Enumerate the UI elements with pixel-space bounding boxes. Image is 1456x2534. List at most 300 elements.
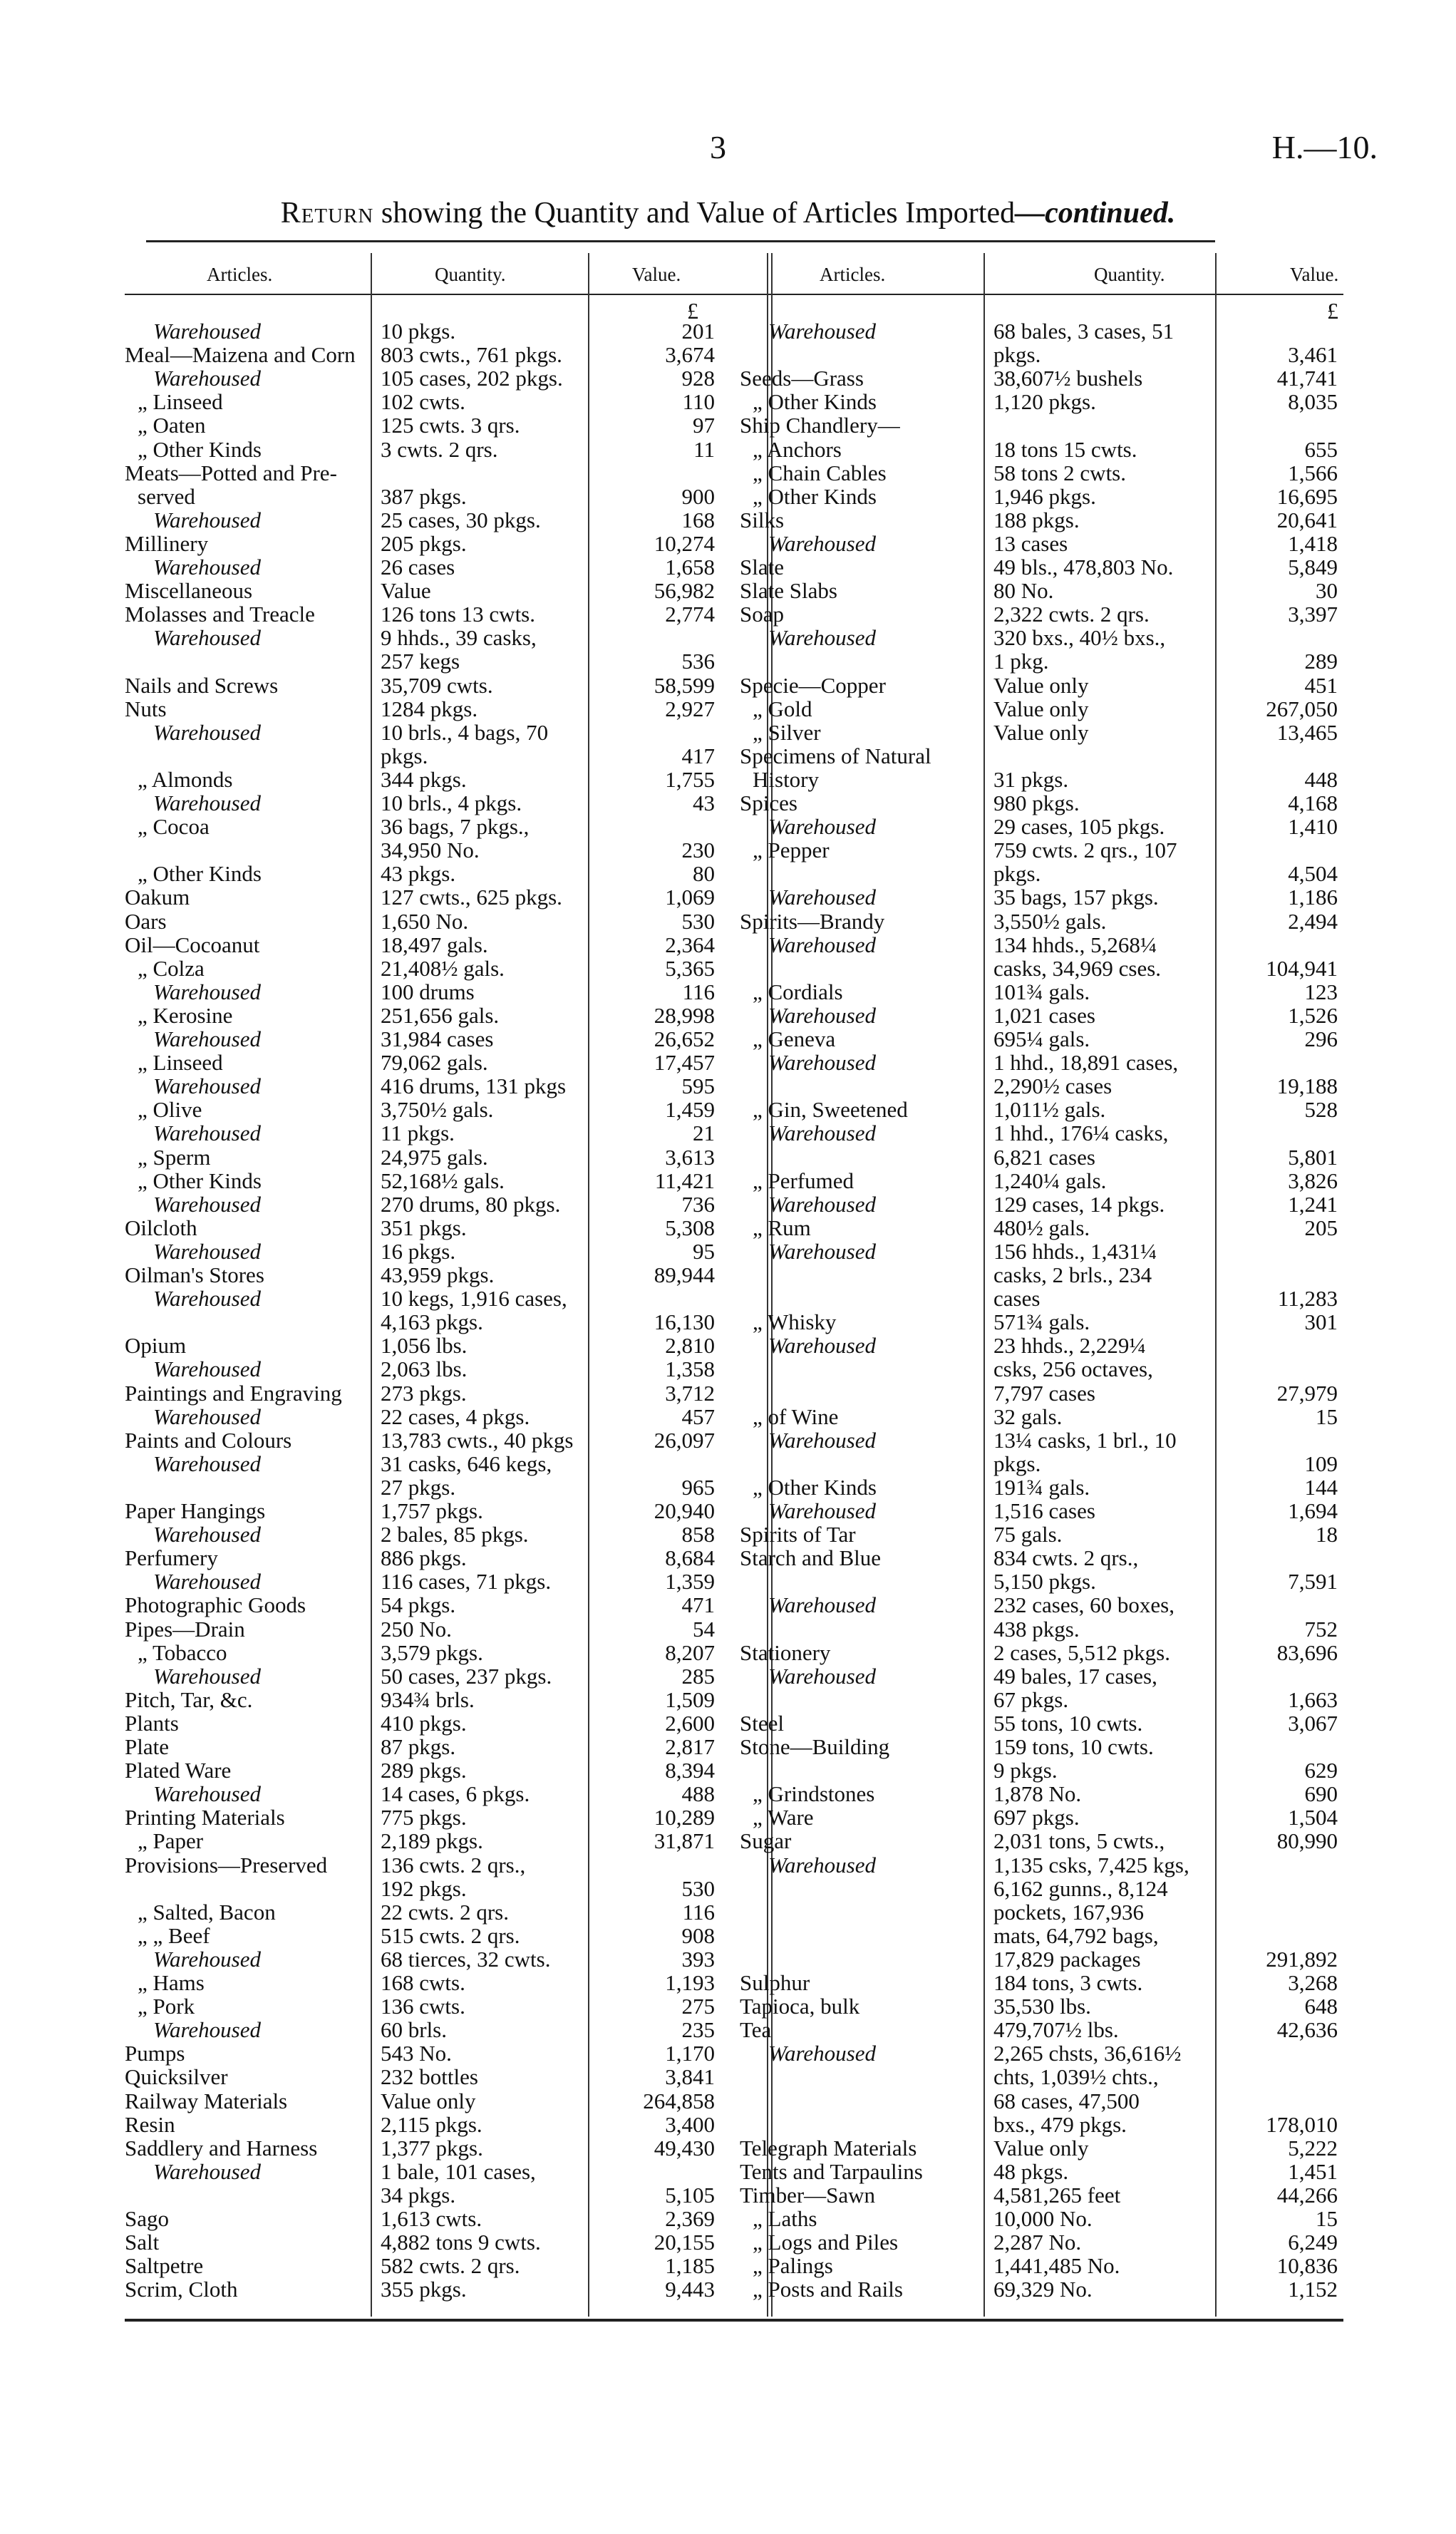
value-cell: 1,359 [665, 1569, 715, 1595]
quantity-cell: 251,656 gals. [381, 1002, 500, 1028]
quantity-cell: 156 hhds., 1,431¼ [993, 1238, 1157, 1264]
value-cell: 21 [693, 1121, 715, 1146]
article-cell: Nails and Screws [125, 672, 279, 698]
article-cell: Warehoused [768, 1663, 876, 1689]
article-cell: Resin [125, 2111, 175, 2137]
value-cell: 17,457 [654, 1050, 715, 1076]
article-cell: „ Gold [753, 696, 812, 721]
article-cell: Warehoused [153, 2158, 261, 2184]
article-cell: Soap [740, 602, 784, 627]
article-cell: Perfumery [125, 1545, 218, 1571]
quantity-cell: Value only [381, 2088, 476, 2113]
value-cell: 900 [681, 483, 715, 509]
quantity-cell: 4,581,265 feet [993, 2182, 1121, 2208]
value-cell: 1,170 [665, 2041, 715, 2066]
value-cell: 2,817 [665, 1734, 715, 1759]
quantity-cell: Value only [993, 696, 1089, 721]
header-articles-left: Articles. [207, 264, 273, 285]
quantity-cell: 136 cwts. [381, 1994, 465, 2019]
quantity-cell: 1 hhd., 176¼ casks, [993, 1121, 1169, 1146]
value-cell: 7,591 [1288, 1569, 1338, 1595]
title-text: showing the Quantity and Value of Articles Imported [373, 197, 1016, 230]
quantity-cell: 543 No. [381, 2041, 452, 2066]
value-cell: 2,927 [665, 696, 715, 721]
article-cell: Tapioca, bulk [740, 1994, 860, 2019]
article-cell: Sago [125, 2206, 169, 2231]
article-cell: „ Chain Cables [753, 460, 887, 485]
value-cell: 736 [681, 1191, 715, 1217]
value-cell: 4,168 [1288, 790, 1338, 815]
article-cell: Warehoused [768, 625, 876, 651]
value-cell: 296 [1304, 1026, 1338, 1051]
quantity-cell: 759 cwts. 2 qrs., 107 [993, 838, 1177, 863]
value-cell: 1,694 [1288, 1498, 1338, 1523]
value-cell: 3,826 [1288, 1168, 1338, 1193]
quantity-cell: 1,135 csks, 7,425 kgs, [993, 1852, 1189, 1878]
article-cell: Salt [125, 2230, 160, 2255]
quantity-cell: casks, 2 brls., 234 [993, 1262, 1152, 1287]
value-cell: 471 [681, 1592, 715, 1618]
quantity-cell: 116 cases, 71 pkgs. [381, 1569, 552, 1595]
quantity-cell: 159 tons, 10 cwts. [993, 1734, 1154, 1759]
quantity-cell: 13,783 cwts., 40 pkgs [381, 1427, 574, 1453]
value-cell: 30 [1316, 578, 1338, 604]
value-cell: 1,566 [1288, 460, 1338, 485]
article-cell: „ Palings [753, 2253, 833, 2279]
quantity-cell: 87 pkgs. [381, 1734, 456, 1759]
value-cell: 27,979 [1276, 1380, 1338, 1406]
value-cell: 1,152 [1288, 2277, 1338, 2302]
quantity-cell: 2,322 cwts. 2 qrs. [993, 602, 1150, 627]
quantity-cell: 1,011½ gals. [993, 1097, 1106, 1123]
quantity-cell: 1 pkg. [993, 649, 1049, 674]
quantity-cell: 344 pkgs. [381, 766, 467, 792]
quantity-cell: 1,650 No. [381, 908, 469, 934]
value-cell: 58,599 [654, 672, 715, 698]
value-cell: 205 [1304, 1215, 1338, 1240]
article-cell: „ Oaten [138, 413, 206, 438]
quantity-cell: 50 cases, 237 pkgs. [381, 1663, 552, 1689]
quantity-cell: 232 cases, 60 boxes, [993, 1592, 1174, 1618]
article-cell: Warehoused [768, 1498, 876, 1523]
value-cell: 3,067 [1288, 1710, 1338, 1736]
value-cell: 95 [693, 1238, 715, 1264]
article-cell: Warehoused [153, 1191, 261, 1217]
quantity-cell: 31 pkgs. [993, 766, 1069, 792]
header-articles-right: Articles. [820, 264, 886, 285]
quantity-cell: 2,290½ cases [993, 1073, 1112, 1099]
article-cell: Meal—Maizena and Corn [125, 342, 356, 368]
quantity-cell: pkgs. [993, 1451, 1041, 1476]
quantity-cell: 188 pkgs. [993, 507, 1080, 532]
quantity-cell: 1,613 cwts. [381, 2206, 482, 2231]
quantity-cell: 1,021 cases [993, 1002, 1095, 1028]
value-cell: 1,186 [1288, 885, 1338, 910]
quantity-cell: 1,120 pkgs. [993, 389, 1096, 415]
article-cell: Warehoused [153, 555, 261, 580]
value-cell: 19,188 [1276, 1073, 1338, 1099]
article-cell: Millinery [125, 530, 209, 556]
quantity-cell: 79,062 gals. [381, 1050, 488, 1076]
quantity-cell: 3,750½ gals. [381, 1097, 494, 1123]
article-cell: „ Other Kinds [753, 483, 877, 509]
article-cell: Warehoused [768, 1427, 876, 1453]
value-cell: 530 [681, 908, 715, 934]
currency-right: £ [1327, 298, 1338, 324]
article-cell: „ Tobacco [138, 1639, 227, 1665]
bottom-rule [125, 2319, 1343, 2322]
quantity-cell: 10 pkgs. [381, 319, 456, 344]
value-cell: 965 [681, 1474, 715, 1500]
quantity-cell: 126 tons 13 cwts. [381, 602, 535, 627]
value-cell: 417 [681, 743, 715, 768]
value-cell: 5,105 [665, 2182, 715, 2208]
value-cell: 291,892 [1266, 1946, 1338, 1972]
article-cell: Warehoused [153, 1356, 261, 1382]
article-cell: Warehoused [768, 885, 876, 910]
quantity-cell: 2,189 pkgs. [381, 1828, 483, 1854]
value-cell: 18 [1316, 1522, 1338, 1547]
value-cell: 201 [681, 319, 715, 344]
quantity-cell: 1,516 cases [993, 1498, 1095, 1523]
article-cell: „ Other Kinds [138, 436, 262, 462]
value-cell: 3,841 [665, 2064, 715, 2090]
value-cell: 15 [1316, 1404, 1338, 1429]
quantity-cell: mats, 64,792 bags, [993, 1922, 1159, 1948]
article-cell: Warehoused [768, 1121, 876, 1146]
value-cell: 5,801 [1288, 1144, 1338, 1170]
article-cell: Warehoused [768, 1852, 876, 1878]
quantity-cell: 102 cwts. [381, 389, 465, 415]
quantity-cell: 35,709 cwts. [381, 672, 493, 698]
article-cell: Molasses and Treacle [125, 602, 315, 627]
article-cell: Opium [125, 1333, 187, 1359]
article-cell: Oars [125, 908, 167, 934]
quantity-cell: 980 pkgs. [993, 790, 1080, 815]
quantity-cell: 35,530 lbs. [993, 1994, 1091, 2019]
quantity-cell: 191¾ gals. [993, 1474, 1090, 1500]
value-cell: 1,069 [665, 885, 715, 910]
value-cell: 16,695 [1276, 483, 1338, 509]
value-cell: 1,526 [1288, 1002, 1338, 1028]
value-cell: 928 [681, 366, 715, 391]
quantity-cell: 7,797 cases [993, 1380, 1095, 1406]
article-cell: Spirits of Tar [740, 1522, 856, 1547]
quantity-cell: 49 bls., 478,803 No. [993, 555, 1174, 580]
quantity-cell: 101¾ gals. [993, 979, 1090, 1004]
article-cell: „ Cordials [753, 979, 843, 1004]
value-cell: 97 [693, 413, 715, 438]
quantity-cell: 75 gals. [993, 1522, 1063, 1547]
value-cell: 3,613 [665, 1144, 715, 1170]
page-title [0, 196, 1456, 230]
quantity-cell: 34 pkgs. [381, 2182, 456, 2208]
value-cell: 1,418 [1288, 530, 1338, 556]
article-cell: Warehoused [153, 1663, 261, 1689]
value-cell: 5,222 [1288, 2135, 1338, 2160]
value-cell: 1,504 [1288, 1805, 1338, 1830]
article-cell: Warehoused [153, 1404, 261, 1429]
article-cell: Warehoused [153, 625, 261, 651]
quantity-cell: 387 pkgs. [381, 483, 467, 509]
quantity-cell: 4,882 tons 9 cwts. [381, 2230, 541, 2255]
article-cell: „ Anchors [753, 436, 842, 462]
article-cell: „ Other Kinds [753, 389, 877, 415]
article-cell: Spices [740, 790, 797, 815]
article-cell: Warehoused [768, 530, 876, 556]
value-cell: 11,283 [1277, 1286, 1338, 1312]
article-cell: Warehoused [153, 1781, 261, 1807]
quantity-cell: 100 drums [381, 979, 475, 1004]
value-cell: 42,636 [1276, 2017, 1338, 2043]
quantity-cell: pkgs. [993, 861, 1041, 887]
article-cell: Plate [125, 1734, 169, 1759]
quantity-cell: 480½ gals. [993, 1215, 1090, 1240]
quantity-cell: 479,707½ lbs. [993, 2017, 1119, 2043]
quantity-cell: 775 pkgs. [381, 1805, 467, 1830]
quantity-cell: 18,497 gals. [381, 932, 488, 957]
quantity-cell: 2,287 No. [993, 2230, 1082, 2255]
article-cell: served [138, 483, 195, 509]
quantity-cell: 9 pkgs. [993, 1758, 1058, 1783]
quantity-cell: 17,829 packages [993, 1946, 1141, 1972]
article-cell: Warehoused [768, 1002, 876, 1028]
article-cell: Warehoused [153, 1522, 261, 1547]
value-cell: 10,836 [1276, 2253, 1338, 2279]
quantity-cell: 38,607½ bushels [993, 366, 1143, 391]
value-cell: 230 [681, 838, 715, 863]
quantity-cell: 80 No. [993, 578, 1054, 604]
article-cell: „ Gin, Sweetened [753, 1097, 908, 1123]
quantity-cell: 1,056 lbs. [381, 1333, 468, 1359]
article-cell: Warehoused [153, 1238, 261, 1264]
article-cell: Warehoused [153, 507, 261, 532]
value-cell: 20,641 [1276, 507, 1338, 532]
quantity-cell: 34,950 No. [381, 838, 480, 863]
quantity-cell: 4,163 pkgs. [381, 1309, 483, 1335]
value-cell: 267,050 [1266, 696, 1338, 721]
quantity-cell: 18 tons 15 cwts. [993, 436, 1137, 462]
value-cell: 89,944 [654, 1262, 715, 1287]
quantity-cell: 232 bottles [381, 2064, 478, 2090]
value-cell: 655 [1304, 436, 1338, 462]
value-cell: 116 [682, 979, 715, 1004]
value-cell: 8,394 [665, 1758, 715, 1783]
quantity-cell: 289 pkgs. [381, 1758, 467, 1783]
value-cell: 1,358 [665, 1356, 715, 1382]
article-cell: Nuts [125, 696, 167, 721]
value-cell: 3,461 [1288, 342, 1338, 368]
header-quantity-left: Quantity. [435, 264, 506, 285]
quantity-cell: 934¾ brls. [381, 1686, 475, 1712]
article-cell: Warehoused [153, 319, 261, 344]
article-cell: Warehoused [153, 1451, 261, 1476]
article-cell: Paints and Colours [125, 1427, 292, 1453]
quantity-cell: chts, 1,039½ chts., [993, 2064, 1159, 2090]
value-cell: 178,010 [1266, 2111, 1338, 2137]
quantity-cell: 697 pkgs. [993, 1805, 1080, 1830]
value-cell: 2,810 [665, 1333, 715, 1359]
article-cell: „ Pork [138, 1994, 195, 2019]
quantity-cell: 1,878 No. [993, 1781, 1082, 1807]
article-cell: „ Laths [753, 2206, 817, 2231]
quantity-cell: 58 tons 2 cwts. [993, 460, 1126, 485]
value-cell: 8,035 [1288, 389, 1338, 415]
article-cell: Warehoused [768, 1238, 876, 1264]
quantity-cell: 26 cases [381, 555, 455, 580]
article-cell: Ship Chandlery— [740, 413, 900, 438]
article-cell: „ Linseed [138, 1050, 223, 1076]
quantity-cell: 184 tons, 3 cwts. [993, 1970, 1143, 1995]
quantity-cell: 273 pkgs. [381, 1380, 467, 1406]
quantity-cell: 320 bxs., 40½ bxs., [993, 625, 1166, 651]
value-cell: 451 [1304, 672, 1338, 698]
value-cell: 1,663 [1288, 1686, 1338, 1712]
article-cell: „ Hams [138, 1970, 205, 1995]
article-cell: Meats—Potted and Pre- [125, 460, 337, 485]
quantity-cell: pkgs. [381, 743, 428, 768]
value-cell: 123 [1304, 979, 1338, 1004]
article-cell: Warehoused [768, 1592, 876, 1618]
quantity-cell: 52,168½ gals. [381, 1168, 505, 1193]
value-cell: 2,369 [665, 2206, 715, 2231]
quantity-cell: 571¾ gals. [993, 1309, 1090, 1335]
currency-left: £ [687, 298, 698, 324]
value-cell: 8,207 [665, 1639, 715, 1665]
article-cell: Pitch, Tar, &c. [125, 1686, 253, 1712]
quantity-cell: 3 cwts. 2 qrs. [381, 436, 498, 462]
article-cell: Warehoused [153, 2017, 261, 2043]
article-cell: Warehoused [768, 814, 876, 840]
quantity-cell: 43,959 pkgs. [381, 1262, 495, 1287]
quantity-cell: 168 cwts. [381, 1970, 465, 1995]
article-cell: Slate Slabs [740, 578, 837, 604]
value-cell: 28,998 [654, 1002, 715, 1028]
quantity-cell: 48 pkgs. [993, 2158, 1069, 2184]
value-cell: 648 [1304, 1994, 1338, 2019]
value-cell: 3,397 [1288, 602, 1338, 627]
quantity-cell: 136 cwts. 2 qrs., [381, 1852, 526, 1878]
quantity-cell: 127 cwts., 625 pkgs. [381, 885, 562, 910]
value-cell: 16,130 [654, 1309, 715, 1335]
quantity-cell: 410 pkgs. [381, 1710, 467, 1736]
quantity-cell: 438 pkgs. [993, 1616, 1080, 1642]
quantity-cell: 205 pkgs. [381, 530, 467, 556]
value-cell: 43 [693, 790, 715, 815]
quantity-cell: 515 cwts. 2 qrs. [381, 1922, 520, 1948]
value-cell: 264,858 [643, 2088, 715, 2113]
value-cell: 2,364 [665, 932, 715, 957]
value-cell: 11,421 [654, 1168, 715, 1193]
quantity-cell: csks, 256 octaves, [993, 1356, 1153, 1382]
article-cell: „ Silver [753, 719, 821, 745]
article-cell: Pipes—Drain [125, 1616, 245, 1642]
quantity-cell: 55 tons, 10 cwts. [993, 1710, 1143, 1736]
value-cell: 10,274 [654, 530, 715, 556]
value-cell: 3,268 [1288, 1970, 1338, 1995]
value-cell: 104,941 [1266, 955, 1338, 981]
quantity-cell: 2 cases, 5,512 pkgs. [993, 1639, 1170, 1665]
quantity-cell: Value only [993, 2135, 1089, 2160]
article-cell: „ „ Beef [138, 1922, 210, 1948]
value-cell: 56,982 [654, 578, 715, 604]
quantity-cell: 35 bags, 157 pkgs. [993, 885, 1159, 910]
quantity-cell: 134 hhds., 5,268¼ [993, 932, 1157, 957]
document-id: H.—10. [1271, 129, 1378, 165]
article-cell: Timber—Sawn [740, 2182, 876, 2208]
quantity-cell: Value only [993, 719, 1089, 745]
quantity-cell: 1 bale, 101 cases, [381, 2158, 536, 2184]
quantity-cell: 803 cwts., 761 pkgs. [381, 342, 562, 368]
value-cell: 752 [1304, 1616, 1338, 1642]
value-cell: 109 [1304, 1451, 1338, 1476]
quantity-cell: 13¼ casks, 1 brl., 10 [993, 1427, 1177, 1453]
value-cell: 20,940 [654, 1498, 715, 1523]
value-cell: 1,658 [665, 555, 715, 580]
article-cell: Seeds—Grass [740, 366, 864, 391]
quantity-cell: 6,162 gunns., 8,124 [993, 1875, 1168, 1901]
article-cell: Specimens of Natural [740, 743, 931, 768]
value-cell: 448 [1304, 766, 1338, 792]
quantity-cell: 129 cases, 14 pkgs. [993, 1191, 1165, 1217]
quantity-cell: 32 gals. [993, 1404, 1063, 1429]
quantity-cell: 3,579 pkgs. [381, 1639, 483, 1665]
value-cell: 1,509 [665, 1686, 715, 1712]
quantity-cell: 14 cases, 6 pkgs. [381, 1781, 530, 1807]
value-cell: 168 [681, 507, 715, 532]
article-cell: „ Pepper [753, 838, 830, 863]
quantity-cell: 6,821 cases [993, 1144, 1095, 1170]
value-cell: 536 [681, 649, 715, 674]
value-cell: 5,365 [665, 955, 715, 981]
article-cell: Photographic Goods [125, 1592, 306, 1618]
value-cell: 20,155 [654, 2230, 715, 2255]
value-cell: 54 [693, 1616, 715, 1642]
value-cell: 144 [1304, 1474, 1338, 1500]
quantity-cell: 2,031 tons, 5 cwts., [993, 1828, 1165, 1854]
value-cell: 289 [1304, 649, 1338, 674]
value-cell: 44,266 [1276, 2182, 1338, 2208]
value-cell: 1,410 [1288, 814, 1338, 840]
value-cell: 41,741 [1276, 366, 1338, 391]
value-cell: 1,193 [665, 1970, 715, 1995]
quantity-cell: 10 brls., 4 pkgs. [381, 790, 522, 815]
article-cell: „ Rum [753, 1215, 811, 1240]
quantity-cell: 834 cwts. 2 qrs., [993, 1545, 1139, 1571]
value-cell: 6,249 [1288, 2230, 1338, 2255]
article-cell: Tents and Tarpaulins [740, 2158, 923, 2184]
title-lead: Return [280, 197, 374, 230]
header-rule [125, 294, 1343, 295]
value-cell: 5,849 [1288, 555, 1338, 580]
article-cell: „ Almonds [138, 766, 233, 792]
article-cell: „ Cocoa [138, 814, 210, 840]
value-cell: 488 [681, 1781, 715, 1807]
col-divider [983, 253, 985, 2317]
article-cell: Oakum [125, 885, 190, 910]
article-cell: „ of Wine [753, 1404, 839, 1429]
value-cell: 301 [1304, 1309, 1338, 1335]
article-cell: „ Paper [138, 1828, 204, 1854]
quantity-cell: 27 pkgs. [381, 1474, 456, 1500]
quantity-cell: 36 bags, 7 pkgs., [381, 814, 530, 840]
header-quantity-right: Quantity. [1094, 264, 1165, 285]
value-cell: 26,652 [654, 1026, 715, 1051]
quantity-cell: 351 pkgs. [381, 1215, 467, 1240]
value-cell: 690 [1304, 1781, 1338, 1807]
quantity-cell: casks, 34,969 cses. [993, 955, 1162, 981]
quantity-cell: 13 cases [993, 530, 1068, 556]
